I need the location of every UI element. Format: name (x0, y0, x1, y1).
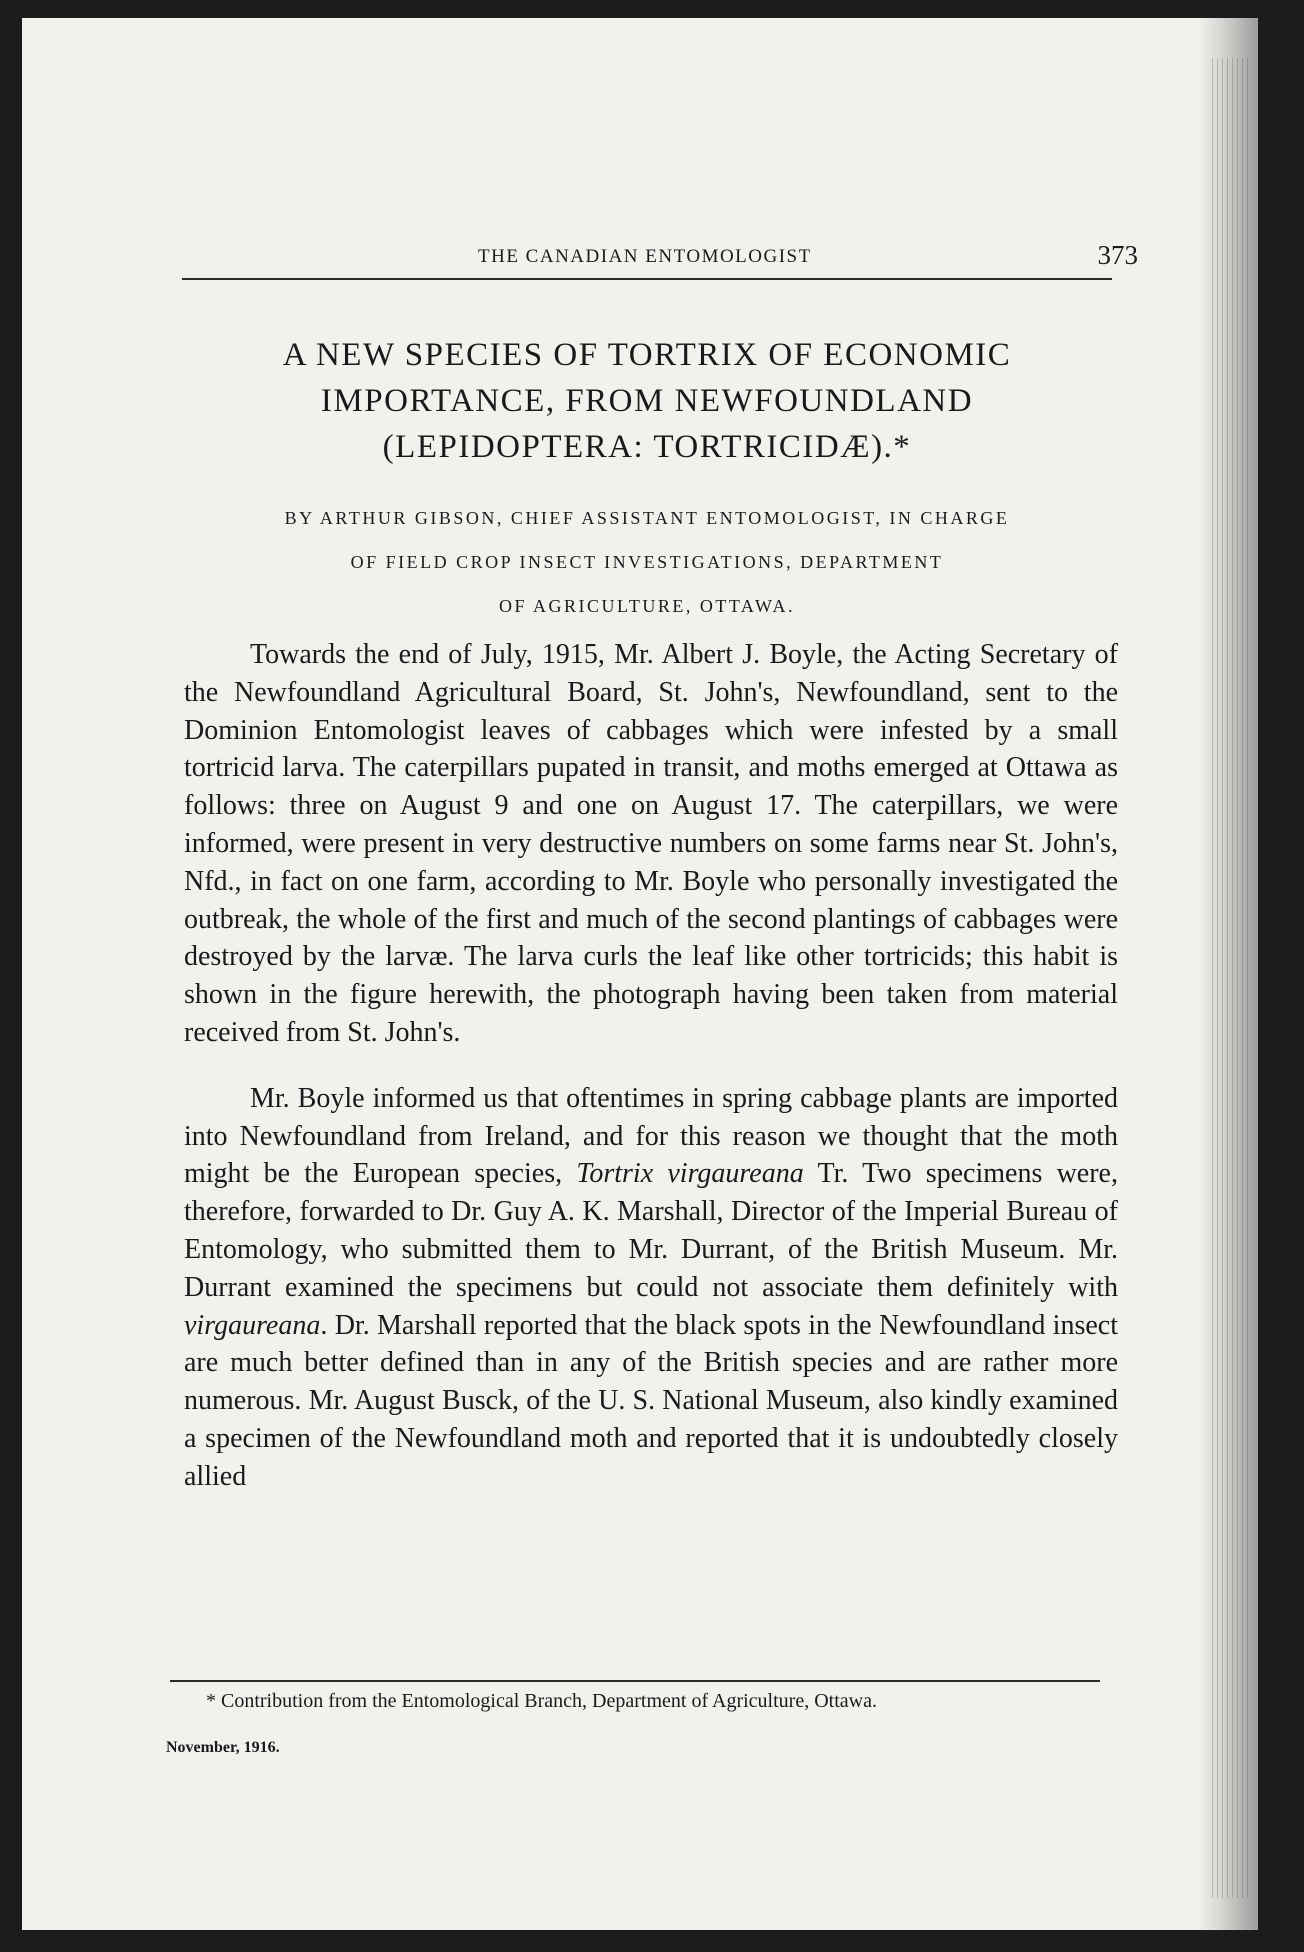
footnote-rule (170, 1680, 1100, 1682)
paragraph-2 (184, 1080, 1118, 1496)
title-line-3: (LEPIDOPTERA: TORTRICIDÆ).* (382, 429, 912, 465)
species-name-short: virgaureana (184, 1309, 321, 1341)
article-body (184, 636, 1118, 1496)
journal-name: THE CANADIAN ENTOMOLOGIST (478, 246, 812, 267)
byline-line-2: OF FIELD CROP INSECT INVESTIGATIONS, DEPARTMENT (350, 552, 944, 572)
page-number: 373 (1097, 240, 1138, 270)
title-line-1: A NEW SPECIES OF TORTRIX OF ECONOMIC (282, 337, 1012, 373)
paragraph-2-part-b: Tr. Two specimens were, therefore, forwarded to Dr. Guy A. K. Marshall, Director of the Imperial Bureau of Entomology, who submitted them to Mr. Durrant, of the British Museum. Mr. Durrant examined the specimens but could not associate them definitely with (184, 1158, 1118, 1303)
byline-line-3: OF AGRICULTURE, OTTAWA. (499, 596, 795, 616)
author-byline (182, 496, 1112, 628)
paragraph-1: Towards the end of July, 1915, Mr. Albert J. Boyle, the Acting Secretary of the Newfoundland Agricultural Board, St. John's, Newfoundland, sent to the Dominion Entomologist leaves of cabbages which were infested by a small tortricid larva. The caterpillars pupated in transit, and moths emerged at Ottawa as follows: three on August 9 and one on August 17. The caterpillars, we were informed, were present in very destructive numbers on some farms near St. John's, Nfd., in fact on one farm, according to Mr. Boyle who personally investigated the outbreak, the whole of the first and much of the second plantings of cabbages were destroyed by the larvæ. The larva curls the leaf like other tortricids; this habit is shown in the figure herewith, the photograph having been taken from material received from St. John's. (184, 639, 1118, 1048)
issue-date: November, 1916. (166, 1739, 280, 1756)
species-name: Tortrix virgaureana (576, 1158, 804, 1190)
running-head (182, 240, 1138, 280)
page-edge-stack (1212, 58, 1252, 1898)
header-rule (182, 278, 1112, 280)
byline-line-1: BY ARTHUR GIBSON, CHIEF ASSISTANT ENTOMOLOGIST, IN CHARGE (284, 508, 1010, 528)
book-page (22, 18, 1258, 1930)
paragraph-2-part-c: . Dr. Marshall reported that the black spots in the Newfoundland insect are much better defined than in any of the British species and are rather more numerous. Mr. August Busck, of the U. S. National Museum, also kindly examined a specimen of the Newfoundland moth and reported that it is undoubtedly closely allied (184, 1309, 1118, 1492)
paragraph-2-part-a: Mr. Boyle informed us that oftentimes in spring cabbage plants are imported into Newfoundland from Ireland, and for this reason we thought that the moth might be the European species, (184, 1082, 1118, 1190)
article-title (182, 332, 1112, 470)
footnote: * Contribution from the Entomological Branch, Department of Agriculture, Ottawa. (206, 1690, 877, 1712)
title-line-2: IMPORTANCE, FROM NEWFOUNDLAND (320, 383, 974, 419)
